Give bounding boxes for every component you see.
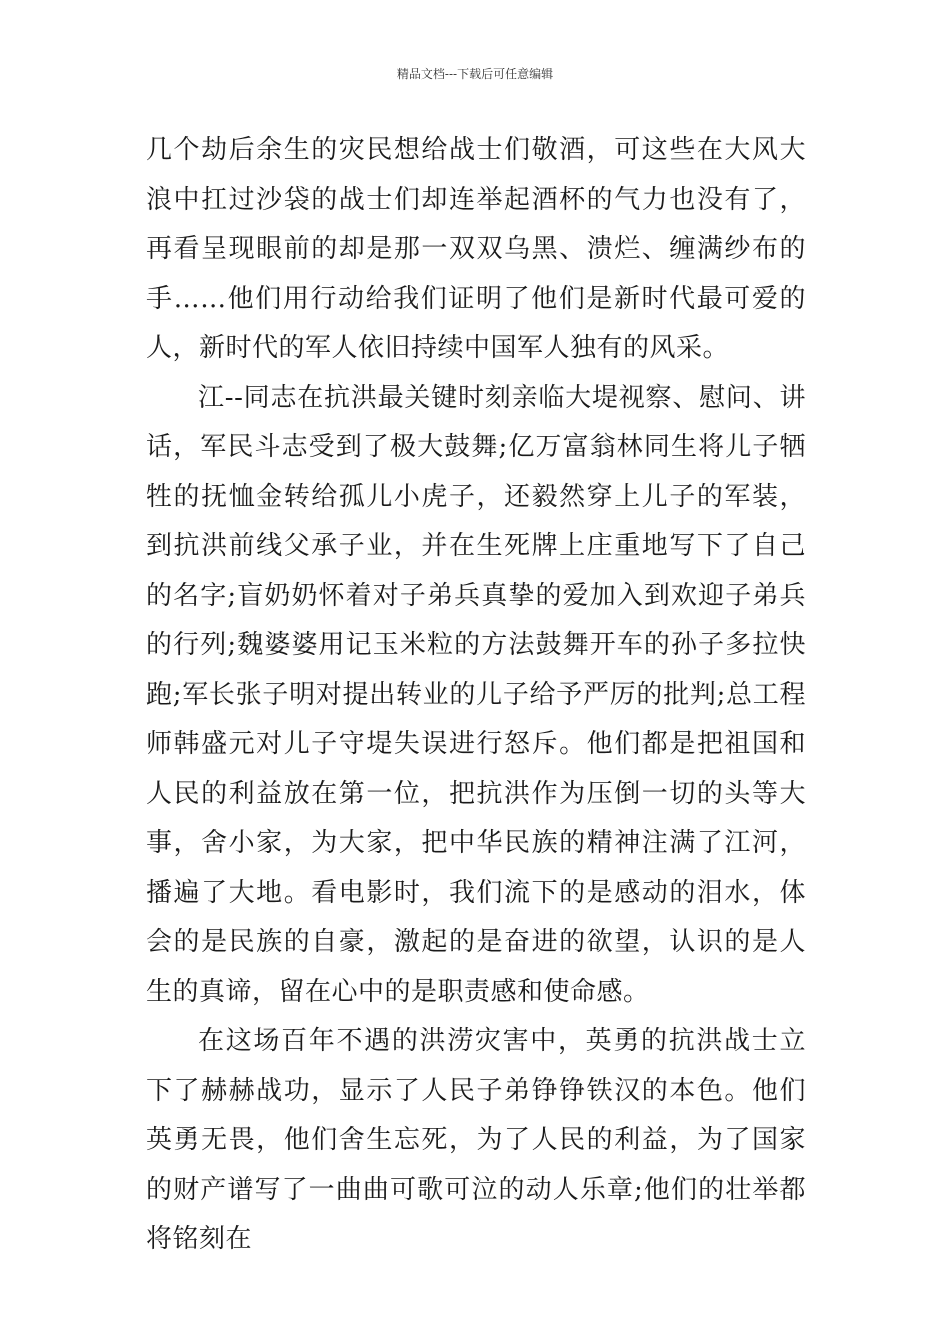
document-body bbox=[146, 126, 806, 1265]
page-header: 精品文档---下载后可任意编辑 bbox=[396, 67, 554, 81]
paragraph: 江--同志在抗洪最关键时刻亲临大堤视察、慰问、讲话，军民斗志受到了极大鼓舞;亿万富翁林同生将儿子牺牲的抚恤金转给孤儿小虎子，还毅然穿上儿子的军装，到抗洪前线父承子业，并在生死牌上庄重地写下了自己的名字;盲奶奶怀着对子弟兵真挚的爱加入到欢迎子弟兵的行列;魏婆婆用记玉米粒的方法鼓舞开车的孙子多拉快跑;军长张子明对提出转业的儿子给予严厉的批判;总工程师韩盛元对儿子守堤失误进行怒斥。他们都是把祖国和人民的利益放在第一位，把抗洪作为压倒一切的头等大事，舍小家，为大家，把中华民族的精神注满了江河，播遍了大地。看电影时，我们流下的是感动的泪水，体会的是民族的自豪，激起的是奋进的欲望，认识的是人生的真谛，留在心中的是职责感和使命感。 bbox=[146, 382, 806, 1007]
paragraph: 在这场百年不遇的洪涝灾害中，英勇的抗洪战士立下了赫赫战功，显示了人民子弟铮铮铁汉的本色。他们英勇无畏，他们舍生忘死，为了人民的利益，为了国家的财产谱写了一曲曲可歌可泣的动人乐章;他们的壮举都将铭刻在 bbox=[146, 1026, 806, 1254]
paragraph-continuation: 几个劫后余生的灾民想给战士们敬酒，可这些在大风大浪中扛过沙袋的战士们却连举起酒杯的气力也没有了，再看呈现眼前的却是那一双双乌黑、溃烂、缠满纱布的手……他们用行动给我们证明了他们是新时代最可爱的人，新时代的军人依旧持续中国军人独有的风采。 bbox=[146, 135, 806, 363]
